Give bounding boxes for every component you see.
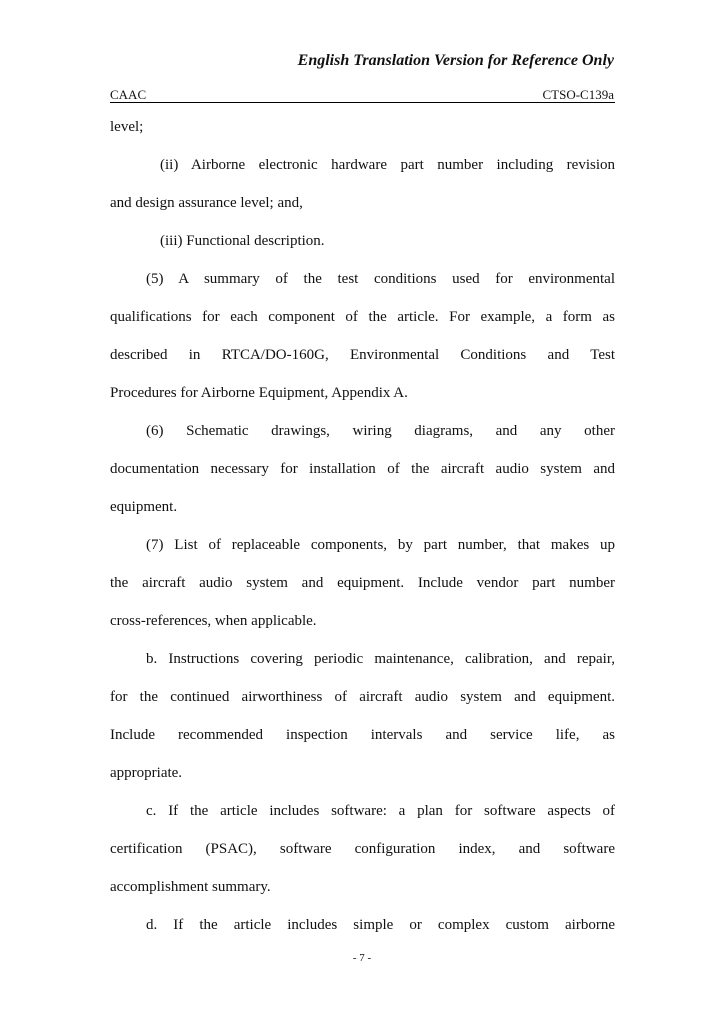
body-line: (7) List of replaceable components, by part number, that makes up: [146, 537, 615, 553]
body-line: the aircraft audio system and equipment. Include vendor part number: [110, 575, 615, 591]
body-line: documentation necessary for installation of the aircraft audio system and: [110, 461, 615, 477]
header-organization: CAAC: [110, 87, 147, 102]
header-divider: [110, 102, 615, 103]
body-line: Include recommended inspection intervals and service life, as: [110, 727, 615, 743]
body-line: level;: [110, 119, 144, 135]
body-line: cross-references, when applicable.: [110, 613, 317, 629]
body-line: described in RTCA/DO-160G, Environmental Conditions and Test: [110, 347, 615, 363]
translation-banner: English Translation Version for Reference Only: [297, 52, 614, 69]
body-line: for the continued airworthiness of aircraft audio system and equipment.: [110, 689, 615, 705]
page-number: - 7 -: [352, 952, 372, 964]
body-line: c. If the article includes software: a plan for software aspects of: [146, 803, 615, 819]
document-body: [110, 108, 615, 944]
body-line: (ii) Airborne electronic hardware part number including revision: [160, 157, 615, 173]
body-line: appropriate.: [110, 765, 183, 781]
body-line: b. Instructions covering periodic maintenance, calibration, and repair,: [146, 651, 615, 667]
body-line: (5) A summary of the test conditions used for environmental: [146, 271, 615, 287]
body-line: (iii) Functional description.: [160, 233, 325, 249]
body-line: equipment.: [110, 499, 178, 515]
body-line: Procedures for Airborne Equipment, Appendix A.: [110, 385, 408, 401]
body-line: and design assurance level; and,: [110, 195, 303, 211]
body-line: d. If the article includes simple or complex custom airborne: [146, 917, 615, 933]
body-line: certification (PSAC), software configuration index, and software: [110, 841, 615, 857]
header-document-id: CTSO-C139a: [542, 87, 614, 102]
body-line: qualifications for each component of the article. For example, a form as: [110, 309, 615, 325]
body-line: (6) Schematic drawings, wiring diagrams, and any other: [146, 423, 615, 439]
body-line: accomplishment summary.: [110, 879, 271, 895]
